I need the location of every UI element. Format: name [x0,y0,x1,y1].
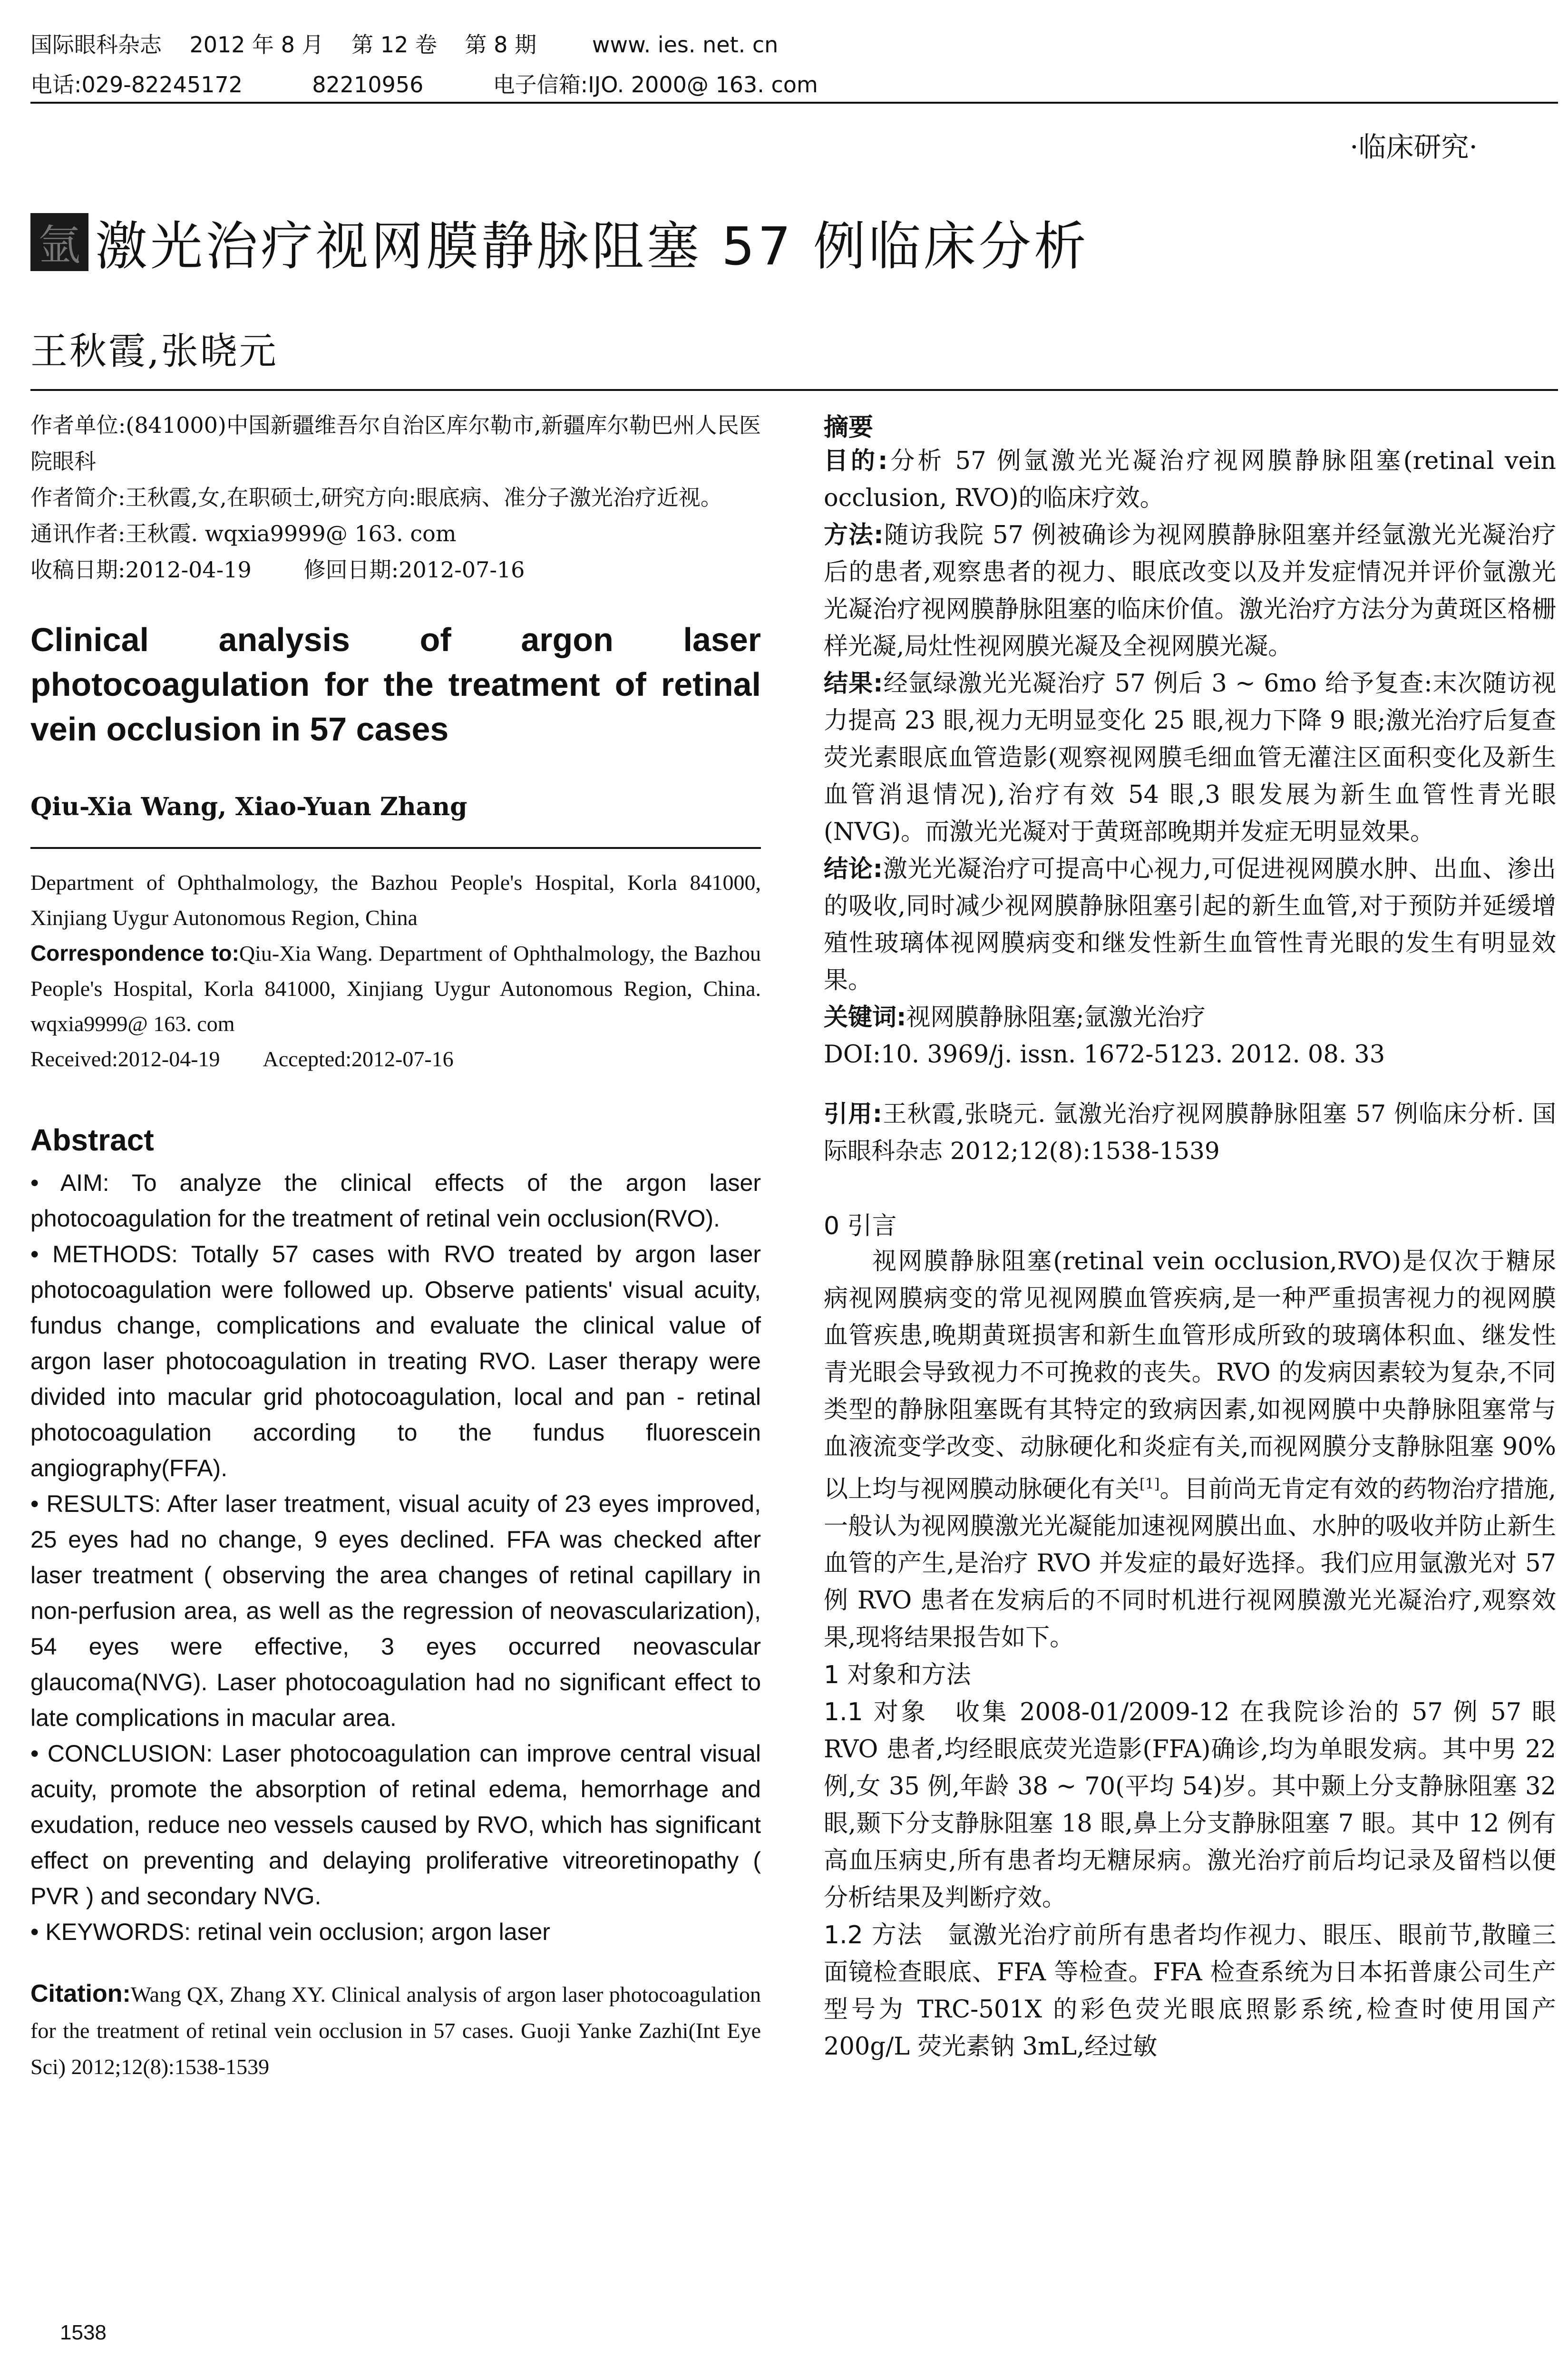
citation-en-text: Wang QX, Zhang XY. Clinical analysis of argon laser photocoagulation for the treatment of retinal vein occlusion in 57 cases. Guoji Yanke Zazhi(Int Eye Sci) 2012;12(8):1538-1539 [30,1982,761,2079]
english-department: Department of Ophthalmology, the Bazhou People's Hospital, Korla 841000, Xinjiang Uygur Autonomous Region, China [30,870,761,930]
title-first-char-box: 氩 [30,213,88,271]
cn-aim-label: 目的: [824,447,888,475]
author-intro: 作者简介:王秋霞,女,在职硕士,研究方向:眼底病、准分子激光治疗近视。 [30,485,722,510]
cn-conclusion [824,851,1556,999]
intro-body [824,1243,1556,1656]
abstract-aim: • AIM: To analyze the clinical effects of the argon laser photocoagulation for the treatment of retinal vein occlusion(RVO). [30,1169,761,1232]
citation-en-label: Citation: [30,1980,131,2007]
cn-results [824,665,1556,851]
cn-keywords-label: 关键词: [824,1003,906,1032]
page-number: 1538 [60,2321,107,2344]
author-unit: 作者单位:(841000)中国新疆维吾尔自治区库尔勒市,新疆库尔勒巴州人民医院眼科 [30,412,761,474]
intro-reference: [1] [1139,1476,1160,1492]
cn-aim-text: 分析 57 例氩激光光凝治疗视网膜静脉阻塞(retinal vein occlusion, RVO)的临床疗效。 [824,447,1556,512]
cn-abstract-heading: 摘要 [824,413,874,442]
dates-cn [30,552,761,588]
received-date: 收稿日期:2012-04-19 [30,557,252,583]
dates-en [30,1042,761,1077]
section1-heading: 1 对象和方法 [824,1661,971,1689]
intro-heading: 0 引言 [824,1212,897,1240]
citation-cn [824,1095,1556,1169]
doi: DOI:10. 3969/j. issn. 1672-5123. 2012. 08. 33 [824,1041,1385,1069]
cn-aim [824,443,1556,517]
corresponding-author: 通讯作者:王秋霞. wqxia9999@ 163. com [30,521,457,546]
english-correspondence [30,935,761,1042]
section1-1-label: 1.1 对象 [824,1698,929,1726]
cn-conclusion-text: 激光光凝治疗可提高中心视力,可促进视网膜水肿、出血、渗出的吸收,同时减少视网膜静脉阻塞引起的新生血管,对于预防并延缓增殖性玻璃体视网膜病变和继发性新生血管性青光眼的发生有明显效果。 [824,855,1556,994]
section1 [824,1656,1556,2065]
left-column [30,407,761,2085]
cn-results-text: 经氩绿激光光凝治疗 57 例后 3 ~ 6mo 给予复查:末次随访视力提高 23 眼,视力无明显变化 25 眼,视力下降 9 眼;激光治疗后复查荧光素眼底血管造影(观察视网膜毛细血管无灌注区面积变化及新生血管消退情况),治疗有效 54 眼,3 眼发展为新生血管性青光眼(NVG)。而激光光凝对于黄斑部晚期并发症无明显效果。 [824,670,1556,846]
english-rule [30,847,761,849]
authors-chinese: 王秋霞,张晓元 [30,330,278,373]
section1-1-text: 收集 2008-01/2009-12 在我院诊治的 57 例 57 眼 RVO 患者,均经眼底荧光造影(FFA)确诊,均为单眼发病。其中男 22 例,女 35 例,年龄 38 ~ 70(平均 54)岁。其中颞上分支静脉阻塞 32 眼,颞下分支静脉阻塞 18 眼,鼻上分支静脉阻塞 7 眼。其中 12 例有高血压病史,所有患者均无糖尿病。激光治疗前后均记录及留档以便分析结果及判断疗效。 [824,1698,1556,1912]
revised-date: 修回日期:2012-07-16 [303,557,525,583]
cn-methods [824,517,1556,665]
abstract-body [30,1165,761,1950]
cn-keywords [824,999,1556,1036]
english-authors: Qiu-Xia Wang, Xiao-Yuan Zhang [30,792,467,821]
english-title: Clinical analysis of argon laser photocoagulation for the treatment of retinal vein occlusion in 57 cases [30,621,761,748]
accepted-en: Accepted:2012-07-16 [263,1047,454,1071]
intro-text-2: 。目前尚无肯定有效的药物治疗措施,一般认为视网膜激光光凝能加速视网膜出血、水肿的吸收并防止新生血管的产生,是治疗 RVO 并发症的最好选择。我们应用氩激光对 57 例 RVO 患者在发病后的不同时机进行视网膜激光光凝治疗,观察效果,现将结果报告如下。 [824,1475,1556,1652]
cn-conclusion-label: 结论: [824,855,883,883]
intro-paragraph [824,1243,1556,1656]
right-column [824,407,1556,2065]
section1-2 [824,1917,1556,2065]
citation-cn-text: 王秋霞,张晓元. 氩激光治疗视网膜静脉阻塞 57 例临床分析. 国际眼科杂志 2012;12(8):1538-1539 [824,1100,1556,1165]
citation-cn-label: 引用: [824,1100,882,1128]
cn-methods-label: 方法: [824,521,884,549]
cn-abstract-body [824,443,1556,1073]
correspondence-label: Correspondence to: [30,941,239,965]
title-rule [30,389,1558,391]
section1-2-label: 1.2 方法 [824,1921,923,1949]
author-info [30,407,761,588]
section1-2-text: 氩激光治疗前所有患者均作视力、眼压、眼前节,散瞳三面镜检查眼底、FFA 等检查。FFA 检查系统为日本拓普康公司生产型号为 TRC-501X 的彩色荧光眼底照影系统,检查时使用国产 200g/L 荧光素钠 3mL,经过敏 [824,1921,1556,2061]
journal-header-line2: 电话:029-82245172 82210956 电子信箱:IJO. 2000@ 163. com [30,72,818,97]
cn-results-label: 结果: [824,670,883,698]
abstract-results: • RESULTS: After laser treatment, visual acuity of 23 eyes improved, 25 eyes had no change, 9 eyes declined. FFA was checked after laser treatment ( observing the area changes of retinal capillary in non-perfusion area, as well as the regression of neovascularization), 54 eyes were effective, 3 eyes occurred neovascular glaucoma(NVG). Laser photocoagulation had no significant effect to late complications in macular area. [30,1490,761,1731]
abstract-methods: • METHODS: Totally 57 cases with RVO treated by argon laser photocoagulation were followed up. Observe patients' visual acuity, fundus change, complications and evaluate the clinical value of argon laser photocoagulation in treating RVO. Laser therapy were divided into macular grid photocoagulation, local and pan - retinal photocoagulation according to the fundus fluorescein angiography(FFA). [30,1241,761,1481]
journal-header-line1: 国际眼科杂志 2012 年 8 月 第 12 卷 第 8 期 www. ies. net. cn [30,32,779,58]
section-tag: ·临床研究· [1350,131,1478,163]
received-en: Received:2012-04-19 [30,1047,220,1071]
abstract-conclusion: • CONCLUSION: Laser photocoagulation can improve central visual acuity, promote the absorption of retinal edema, hemorrhage and exudation, reduce neo vessels caused by RVO, which has significant effect on preventing and delaying proliferative vitreoretinopathy ( PVR ) and secondary NVG. [30,1740,761,1909]
title-row [30,205,1089,280]
intro-text-1: 视网膜静脉阻塞(retinal vein occlusion,RVO)是仅次于糖尿病视网膜病变的常见视网膜血管疾病,是一种严重损害视力的视网膜血管疾患,晚期黄斑损害和新生血管形成所致的玻璃体积血、继发性青光眼会导致视力不可挽救的丧失。RVO 的发病因素较为复杂,不同类型的静脉阻塞既有其特定的致病因素,如视网膜中央静脉阻塞常与血液流变学改变、动脉硬化和炎症有关,而视网膜分支静脉阻塞 90% 以上均与视网膜动脉硬化有关 [824,1247,1556,1503]
correspondence-text: Qiu-Xia Wang. Department of Ophthalmology, the Bazhou People's Hospital, Korla 841000, Xinjiang Uygur Autonomous Region, China. wqxia9999@ 163. com [30,941,761,1036]
english-info [30,865,761,1077]
article-title: 激光治疗视网膜静脉阻塞 57 例临床分析 [95,216,1089,277]
header-rule [30,102,1558,104]
abstract-keywords: • KEYWORDS: retinal vein occlusion; argon laser [30,1919,550,1945]
cn-methods-text: 随访我院 57 例被确诊为视网膜静脉阻塞并经氩激光光凝治疗后的患者,观察患者的视力、眼底改变以及并发症情况并评价氩激光光凝治疗视网膜静脉阻塞的临床价值。激光治疗方法分为黄斑区格栅样光凝,局灶性视网膜光凝及全视网膜光凝。 [824,521,1556,661]
cn-keywords-text: 视网膜静脉阻塞;氩激光治疗 [906,1003,1206,1032]
section1-1 [824,1694,1556,1917]
citation-en [30,1976,761,2085]
abstract-heading: Abstract [30,1123,154,1157]
